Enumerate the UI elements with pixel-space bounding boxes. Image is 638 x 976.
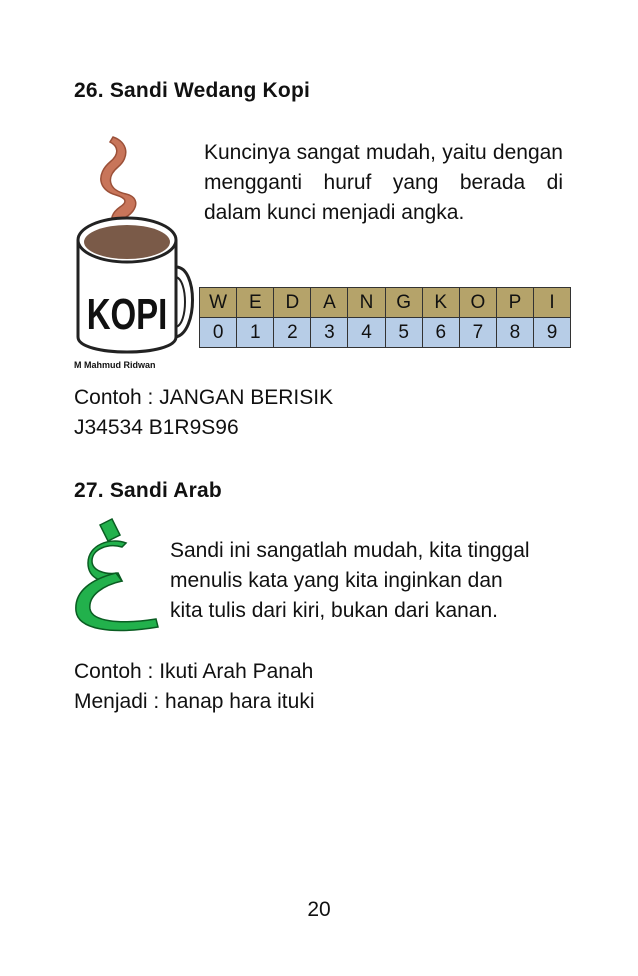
cipher-digit: 9 <box>533 318 570 348</box>
cipher-letter: P <box>496 288 533 318</box>
cipher-digits-row <box>200 318 571 348</box>
cipher-letter: O <box>459 288 496 318</box>
cipher-digit: 1 <box>237 318 274 348</box>
cipher-letters-row <box>200 288 571 318</box>
cipher-digit: 4 <box>348 318 385 348</box>
cipher-letter: A <box>311 288 348 318</box>
page-number: 20 <box>307 898 331 921</box>
section-27-description-line: kita tulis dari kiri, bukan dari kanan. <box>170 599 498 622</box>
cipher-letter: E <box>237 288 274 318</box>
cipher-digit: 2 <box>274 318 311 348</box>
section-26-description: Kuncinya sangat mudah, yaitu dengan mengganti huruf yang berada di dalam kunci menjadi angka. <box>204 141 563 224</box>
arabic-ghain-icon <box>70 515 165 640</box>
mug-label: KOPI <box>86 290 168 340</box>
cipher-digit: 3 <box>311 318 348 348</box>
section-27-description <box>170 536 530 626</box>
section-27-result: Menjadi : hanap hara ituki <box>74 690 315 713</box>
section-26-heading: 26. Sandi Wedang Kopi <box>74 79 311 102</box>
section-27-example: Contoh : Ikuti Arah Panah <box>74 660 314 683</box>
section-26-result: J34534 B1R9S96 <box>74 416 239 439</box>
cipher-key-table <box>199 287 571 348</box>
cipher-letter: I <box>533 288 570 318</box>
cipher-letter: N <box>348 288 385 318</box>
section-27-heading: 27. Sandi Arab <box>74 479 222 502</box>
section-27-description-line: Sandi ini sangatlah mudah, kita tinggal <box>170 539 530 562</box>
coffee-mug-icon <box>68 132 198 372</box>
coffee-mug-illustration <box>68 132 198 372</box>
cipher-digit: 0 <box>200 318 237 348</box>
cipher-digit: 5 <box>385 318 422 348</box>
cipher-digit: 7 <box>459 318 496 348</box>
cipher-letter: K <box>422 288 459 318</box>
section-27-description-line: menulis kata yang kita inginkan dan <box>170 569 503 592</box>
mug-caption: M Mahmud Ridwan <box>74 360 156 370</box>
cipher-digit: 8 <box>496 318 533 348</box>
cipher-letter: W <box>200 288 237 318</box>
cipher-digit: 6 <box>422 318 459 348</box>
cipher-letter: G <box>385 288 422 318</box>
section-26-example: Contoh : JANGAN BERISIK <box>74 386 334 409</box>
cipher-letter: D <box>274 288 311 318</box>
